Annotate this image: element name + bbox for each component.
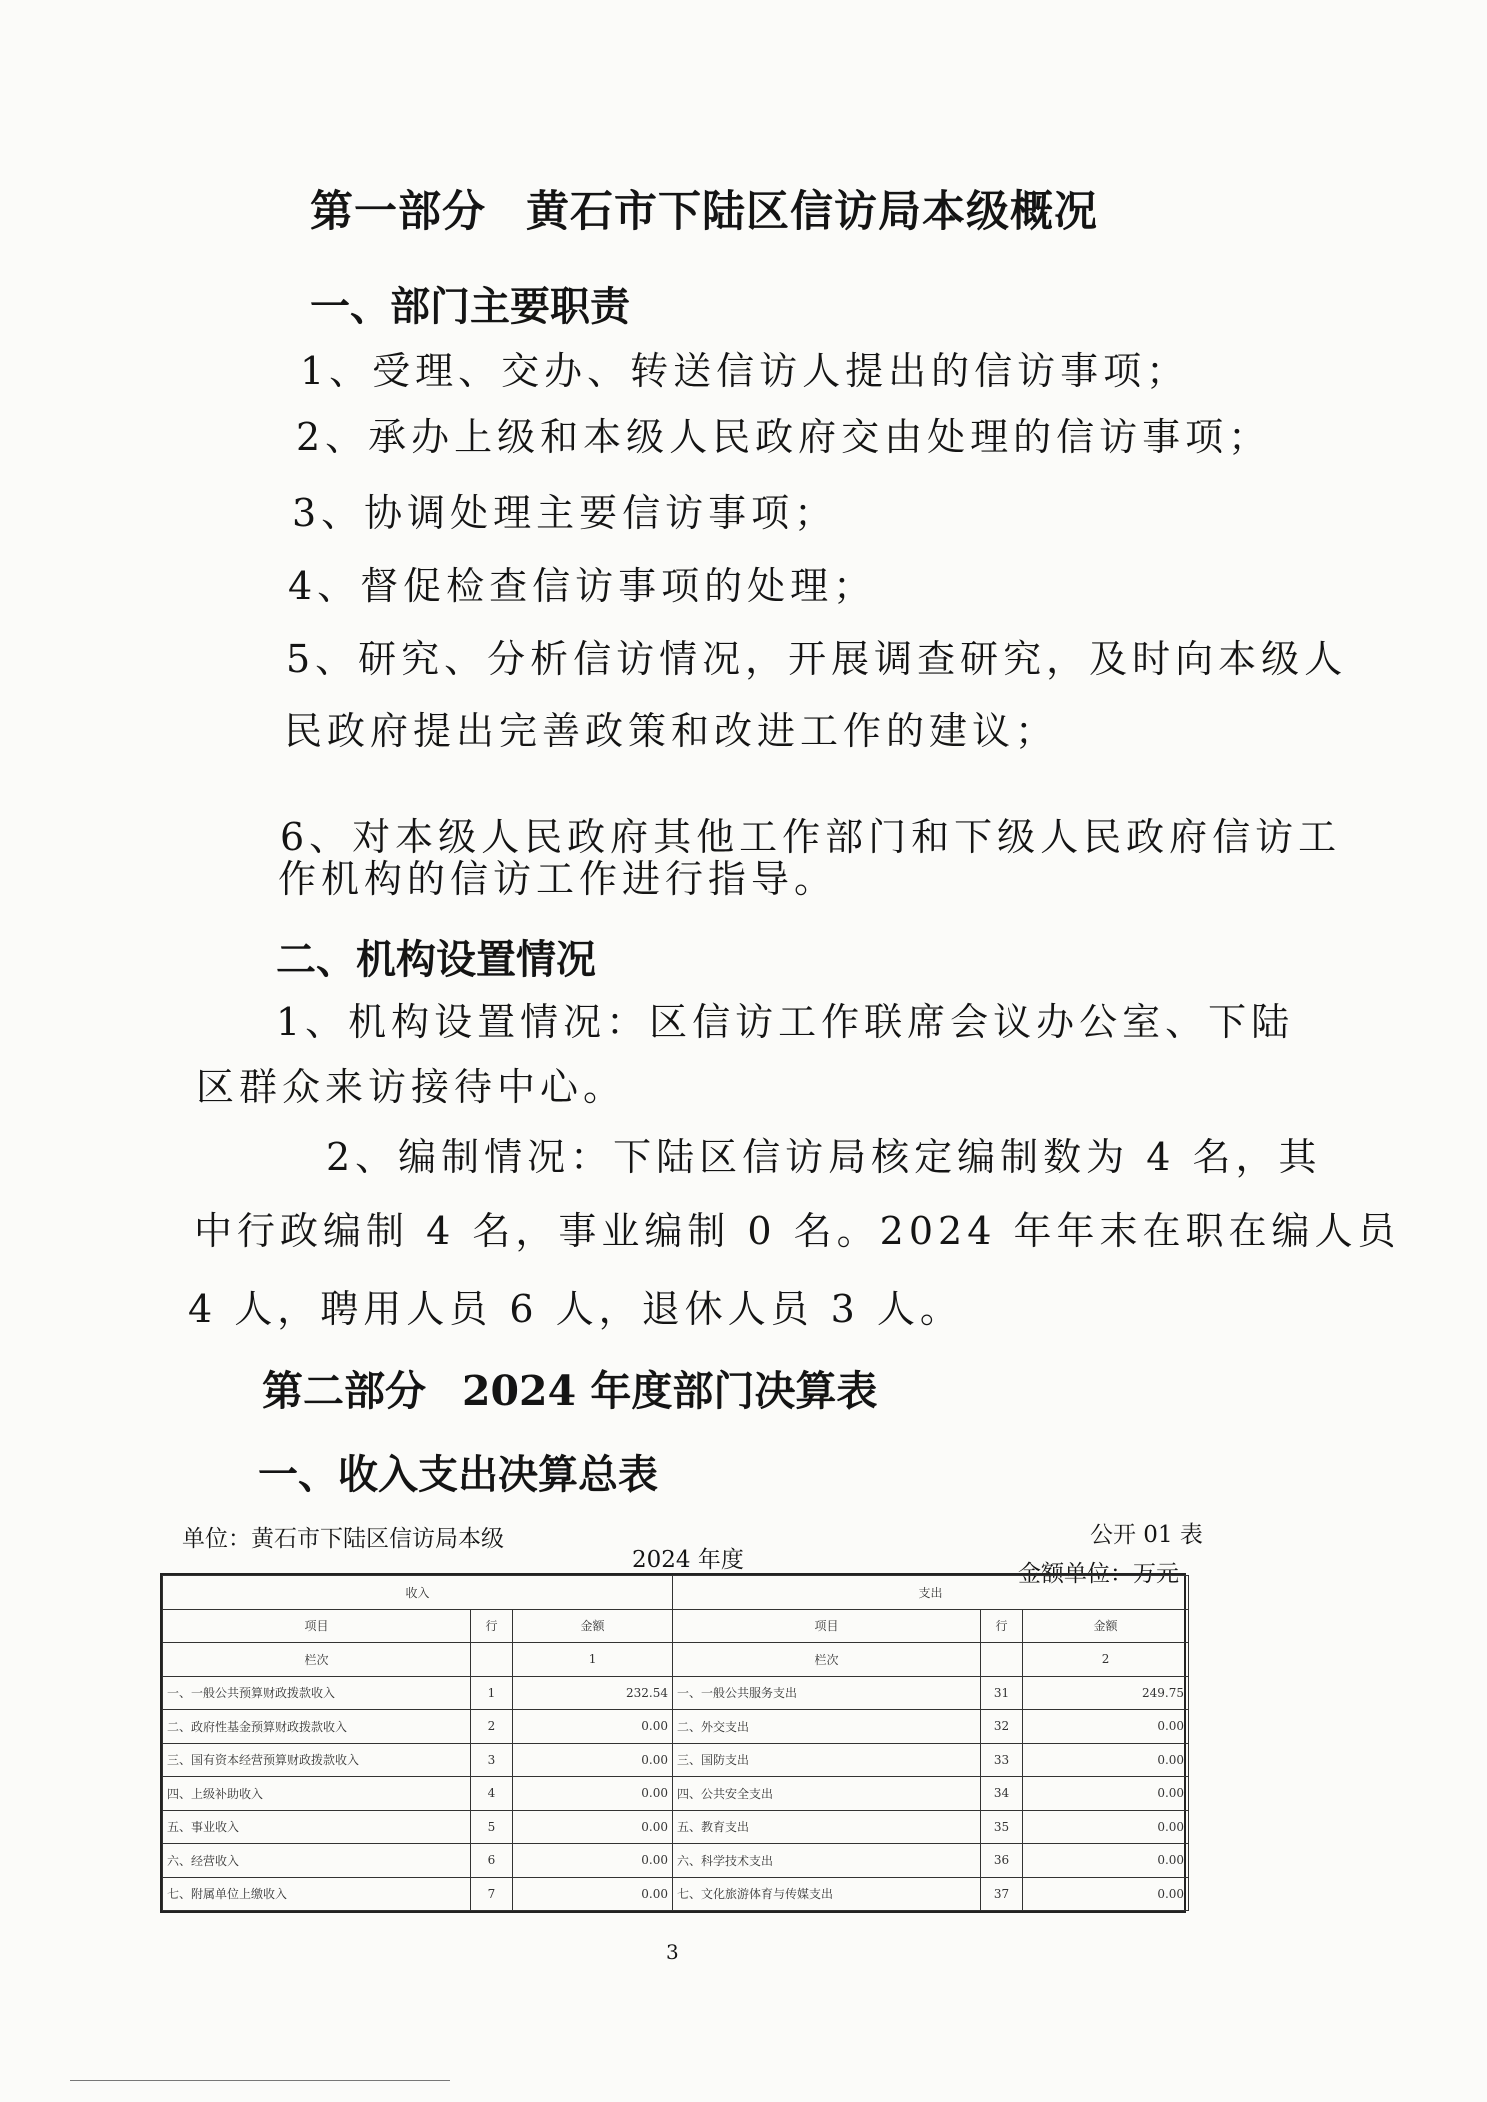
duty-item-5-line-1: 5、研究、分析信访情况，开展调查研究，及时向本级人 xyxy=(286,637,1348,681)
duty-item-6-line-1: 6、对本级人民政府其他工作部门和下级人民政府信访工 xyxy=(280,815,1342,859)
page-number: 3 xyxy=(666,1940,679,1964)
header-col-2: 2 xyxy=(1023,1643,1189,1677)
header-rank: 栏次 xyxy=(163,1643,471,1677)
header-col-1: 1 xyxy=(513,1643,673,1677)
section-org-heading: 二、机构设置情况 xyxy=(276,936,596,983)
bottom-rule xyxy=(70,2080,450,2081)
table-row: 五、事业收入 5 0.00 五、教育支出 35 0.00 xyxy=(163,1810,1189,1844)
section-duties-heading: 一、部门主要职责 xyxy=(310,283,630,330)
year-label: 2024 年度 xyxy=(632,1547,744,1573)
org-item-2-line-2: 中行政编制 4 名，事业编制 0 名。2024 年年末在职在编人员 xyxy=(194,1209,1401,1253)
income-expense-table xyxy=(160,1573,1186,1913)
part-two-title xyxy=(262,1358,877,1417)
org-item-1-line-2: 区群众来访接待中心。 xyxy=(196,1065,627,1109)
part-one-label: 第一部分 xyxy=(310,187,486,237)
org-item-1-line-1: 1、机构设置情况：区信访工作联席会议办公室、下陆 xyxy=(276,1000,1295,1044)
header-line-right: 行 xyxy=(981,1609,1023,1643)
header-rank-right: 栏次 xyxy=(673,1643,981,1677)
duty-item-3: 3、协调处理主要信访事项； xyxy=(292,491,838,535)
header-line: 行 xyxy=(471,1609,513,1643)
org-item-2-line-1: 2、编制情况：下陆区信访局核定编制数为 4 名，其 xyxy=(326,1135,1322,1179)
table-row: 二、政府性基金预算财政拨款收入 2 0.00 二、外交支出 32 0.00 xyxy=(163,1710,1189,1744)
form-number: 公开 01 表 xyxy=(1090,1522,1203,1548)
duty-item-5-line-2: 民政府提出完善政策和改进工作的建议； xyxy=(284,709,1059,753)
table-row: 六、经营收入 6 0.00 六、科学技术支出 36 0.00 xyxy=(163,1844,1189,1878)
header-item-right: 项目 xyxy=(673,1609,981,1643)
header-item: 项目 xyxy=(163,1609,471,1643)
table-row: 四、上级补助收入 4 0.00 四、公共安全支出 34 0.00 xyxy=(163,1777,1189,1811)
duty-item-6-line-2: 作机构的信访工作进行指导。 xyxy=(278,857,838,901)
table-row: 一、一般公共预算财政拨款收入 1 232.54 一、一般公共服务支出 31 249.75 xyxy=(163,1676,1189,1710)
header-income: 收入 xyxy=(163,1576,673,1610)
table-row: 三、国有资本经营预算财政拨款收入 3 0.00 三、国防支出 33 0.00 xyxy=(163,1743,1189,1777)
part-one-heading: 黄石市下陆区信访局本级概况 xyxy=(526,187,1098,237)
header-amount-right: 金额 xyxy=(1023,1609,1189,1643)
duty-item-4: 4、督促检查信访事项的处理； xyxy=(288,564,877,608)
duty-item-1: 1、受理、交办、转送信访人提出的信访事项； xyxy=(300,349,1190,393)
part-two-label: 第二部分 xyxy=(262,1367,426,1415)
part-one-title xyxy=(310,178,1098,239)
unit-label: 单位：黄石市下陆区信访局本级 xyxy=(182,1526,504,1552)
org-item-2-line-3: 4 人，聘用人员 6 人，退休人员 3 人。 xyxy=(188,1287,963,1331)
duty-item-2: 2、承办上级和本级人民政府交由处理的信访事项； xyxy=(296,415,1272,459)
amount-unit: 金额单位：万元 xyxy=(1018,1561,1179,1587)
table-section-heading: 一、收入支出决算总表 xyxy=(258,1451,658,1498)
part-two-heading: 2024 年度部门决算表 xyxy=(462,1367,878,1415)
table-row: 七、附属单位上缴收入 7 0.00 七、文化旅游体育与传媒支出 37 0.00 xyxy=(163,1877,1189,1911)
header-expense: 支出 xyxy=(673,1576,1189,1610)
header-amount: 金额 xyxy=(513,1609,673,1643)
